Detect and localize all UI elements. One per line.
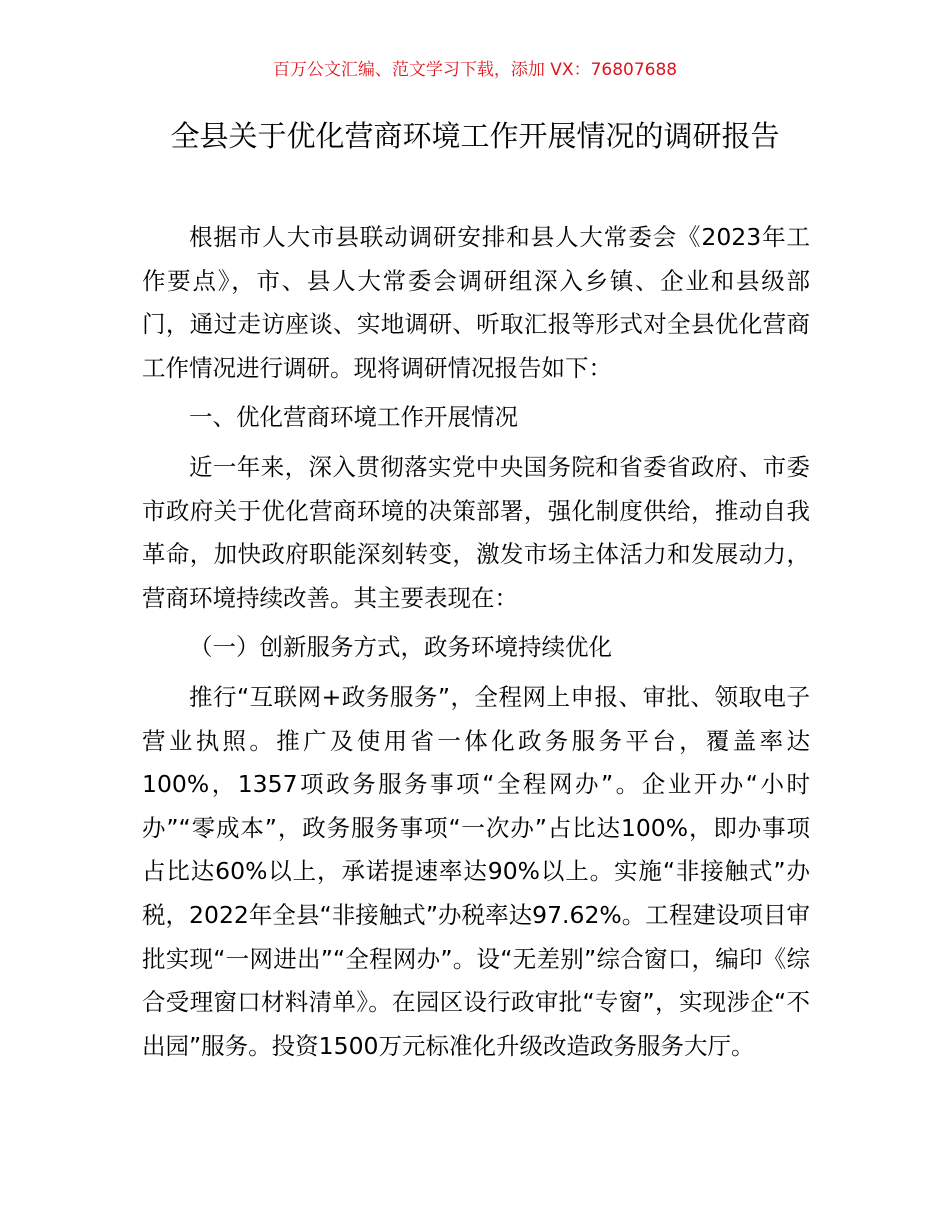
subsection-heading-1: （一）创新服务方式，政务环境持续优化 [189, 633, 612, 662]
intro-paragraph: 根据市人大市县联动调研安排和县人大常委会《2023年工作要点》，市、县人大常委会调研组深入乡镇、企业和县级部门，通过走访座谈、实地调研、听取汇报等形式对全县优化营商工作情况进行调研。现将调研情况报告如下： [142, 223, 810, 382]
watermark-banner: 百万公文汇编、范文学习下载，添加 VX：76807688 [272, 60, 678, 80]
document-title: 全县关于优化营商环境工作开展情况的调研报告 [170, 119, 780, 153]
government-services-paragraph: 推行“互联网+政务服务”，全程网上申报、审批、领取电子营业执照。推广及使用省一体化政务服务平台，覆盖率达100%，1357项政务服务事项“全程网办”。企业开办“小时办”“零成本”，政务服务事项“一次办”占比达100%，即办事项占比达60%以上，承诺提速率达90%以上。实施“非接触式”办税，2022年全县“非接触式”办税率达97.62%。工程建设项目审批实现“一网进出”“全程网办”。设“无差别”综合窗口，编印《综合受理窗口材料清单》。在园区设行政审批“专窗”，实现涉企“不出园”服务。投资1500万元标准化升级改造政务服务大厅。 [142, 682, 810, 1060]
section-heading-1: 一、优化营商环境工作开展情况 [189, 403, 518, 432]
overview-paragraph: 近一年来，深入贯彻落实党中央国务院和省委省政府、市委市政府关于优化营商环境的决策部署，强化制度供给，推动自我革命，加快政府职能深刻转变，激发市场主体活力和发展动力，营商环境持续改善。其主要表现在： [142, 452, 810, 612]
document-body [142, 216, 810, 1068]
